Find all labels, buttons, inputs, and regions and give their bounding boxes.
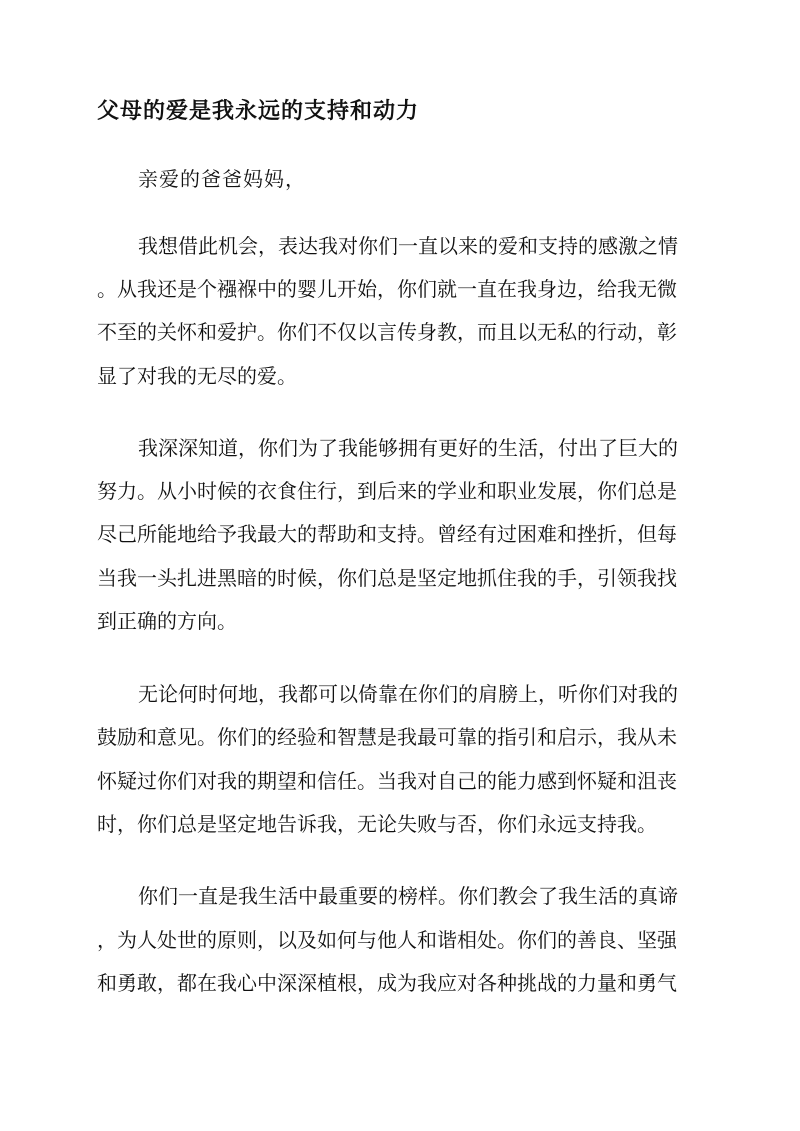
paragraph-3-line-2: 鼓励和意见。你们的经验和智慧是我最可靠的指引和启示，我从未 [97,725,677,749]
salutation: 亲爱的爸爸妈妈， [138,167,306,191]
paragraph-2-line-4: 当我一头扎进黑暗的时候，你们总是坚定地抓住我的手，引领我找 [97,566,677,590]
paragraph-4-line-1: 你们一直是我生活中最重要的榜样。你们教会了我生活的真谛 [138,884,678,908]
paragraph-2-line-2: 努力。从小时候的衣食住行，到后来的学业和职业发展，你们总是 [97,479,677,503]
paragraph-1-line-3: 不至的关怀和爱护。你们不仅以言传身教，而且以无私的行动，彰 [97,320,677,344]
paragraph-4-line-3: 和勇敢，都在我心中深深植根，成为我应对各种挑战的力量和勇气 [97,971,677,995]
paragraph-1-line-4: 显了对我的无尽的爱。 [97,364,297,388]
paragraph-3-line-1: 无论何时何地，我都可以倚靠在你们的肩膀上，听你们对我的 [138,682,678,706]
paragraph-2-line-1: 我深深知道，你们为了我能够拥有更好的生活，付出了巨大的 [138,436,678,460]
paragraph-1-line-1: 我想借此机会，表达我对你们一直以来的爱和支持的感激之情 [138,234,678,258]
paragraph-3-line-3: 怀疑过你们对我的期望和信任。当我对自己的能力感到怀疑和沮丧 [97,769,677,793]
paragraph-2-line-5: 到正确的方向。 [97,609,237,633]
document-title: 父母的爱是我永远的支持和动力 [97,98,420,124]
paragraph-1-line-2: 。从我还是个襁褓中的婴儿开始，你们就一直在我身边，给我无微 [97,277,677,301]
paragraph-4-line-2: ，为人处世的原则，以及如何与他人和谐相处。你们的善良、坚强 [97,928,677,952]
paragraph-2-line-3: 尽己所能地给予我最大的帮助和支持。曾经有过困难和挫折，但每 [97,522,677,546]
paragraph-3-line-4: 时，你们总是坚定地告诉我，无论失败与否，你们永远支持我。 [97,812,657,836]
